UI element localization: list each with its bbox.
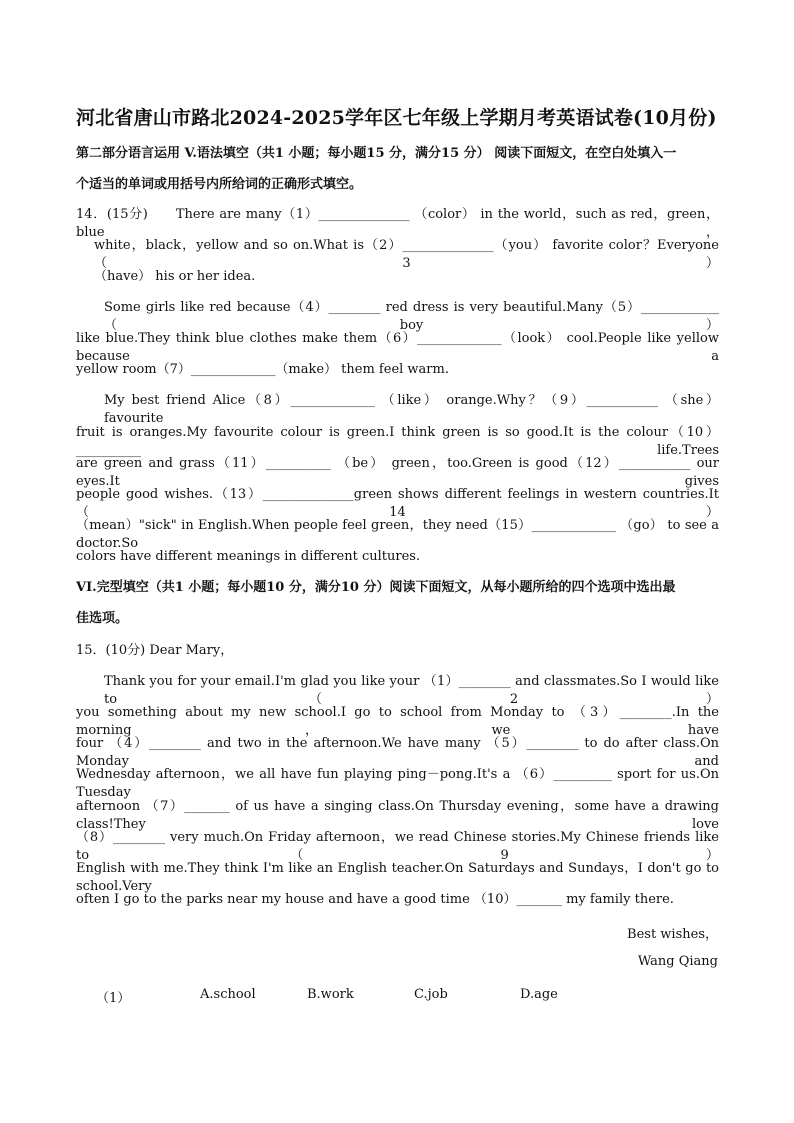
q15-line-6: （8）________ very much.On Friday afternoon，we read Chinese stories.My Chinese friends like to （9） [76, 830, 719, 863]
section6-instructions-line2: 佳选项。 [76, 611, 129, 626]
option-c: C.job [414, 987, 448, 1002]
q15-line-7: English with me.They think I'm like an English teacher.On Saturdays and Sundays，I don't go to school.Very [76, 861, 719, 894]
q14-line-7: My best friend Alice（8）_____________ （like） orange.Why？（9）___________ （she） favourite [104, 393, 719, 426]
q14-line-4: Some girls like red because（4）________ red dress is very beautiful.Many（5）____________ （boy） [104, 300, 719, 333]
letter-closing: Best wishes， [627, 927, 718, 942]
q14-line-9: are green and grass（11）__________ （be） green，too.Green is good（12）___________ our eyes.It gives [76, 456, 719, 489]
q14-line-8: fruit is oranges.My favourite colour is green.I think green is so good.It is the colour（10）__________ life.Trees [76, 425, 719, 458]
q15-header: 15．(10分) Dear Mary， [76, 643, 234, 658]
q14-line-3: （have） his or her idea. [94, 269, 256, 284]
section2-instructions-line1: 第二部分语言运用 V.语法填空（共1 小题；每小题15 分，满分15 分） 阅读下面短文，在空白处填入一 [76, 146, 677, 161]
q14-line-6: yellow room（7）_____________（make） them feel warm. [76, 362, 449, 377]
section6-instructions-line1: VI.完型填空（共1 小题；每小题10 分，满分10 分）阅读下面短文，从每小题所给的四个选项中选出最 [76, 580, 676, 595]
q14-line-5: like blue.They think blue clothes make them（6）_____________（look） cool.People like yellow because a [76, 331, 719, 364]
q15-line-1: Thank you for your email.I'm glad you like your （1）________ and classmates.So I would like to （2） [104, 674, 719, 707]
option-d: D.age [520, 987, 558, 1002]
q14-line-12: colors have different meanings in different cultures. [76, 549, 421, 564]
q15-line-4: Wednesday afternoon，we all have fun playing ping－pong.It's a （6）_________ sport for us.On Tuesday [76, 767, 719, 800]
option-a: A.school [200, 987, 256, 1002]
option-b: B.work [307, 987, 354, 1002]
q14-line-1: 14．(15分) There are many（1）______________ （color） in the world，such as red，green，blue， [76, 207, 719, 240]
letter-signature: Wang Qiang [637, 954, 718, 969]
q14-line-10: people good wishes.（13）______________green shows different feelings in western countries.It（14） [76, 487, 719, 520]
q15-line-3: four （4）________ and two in the afternoon.We have many （5）________ to do after class.On Monday and [76, 736, 719, 769]
q15-line-2: you something about my new school.I go to school from Monday to （3）________.In the morning，we have [76, 705, 719, 738]
option-number: （1） [96, 991, 131, 1006]
page-title: 河北省唐山市路北2024-2025学年区七年级上学期月考英语试卷(10月份) [76, 107, 717, 129]
q15-line-8: often I go to the parks near my house and have a good time （10）_______ my family there. [76, 892, 674, 907]
q15-line-5: afternoon （7）_______ of us have a singing class.On Thursday evening，some have a drawing class!They love [76, 799, 719, 832]
q14-line-11: （mean）"sick" in English.When people feel green，they need（15）_____________ （go） to see a doctor.So [76, 518, 719, 551]
q14-line-2: white，black，yellow and so on.What is（2）______________（you） favorite color？Everyone（3） [94, 238, 719, 271]
section2-instructions-line2: 个适当的单词或用括号内所给词的正确形式填空。 [76, 177, 363, 192]
